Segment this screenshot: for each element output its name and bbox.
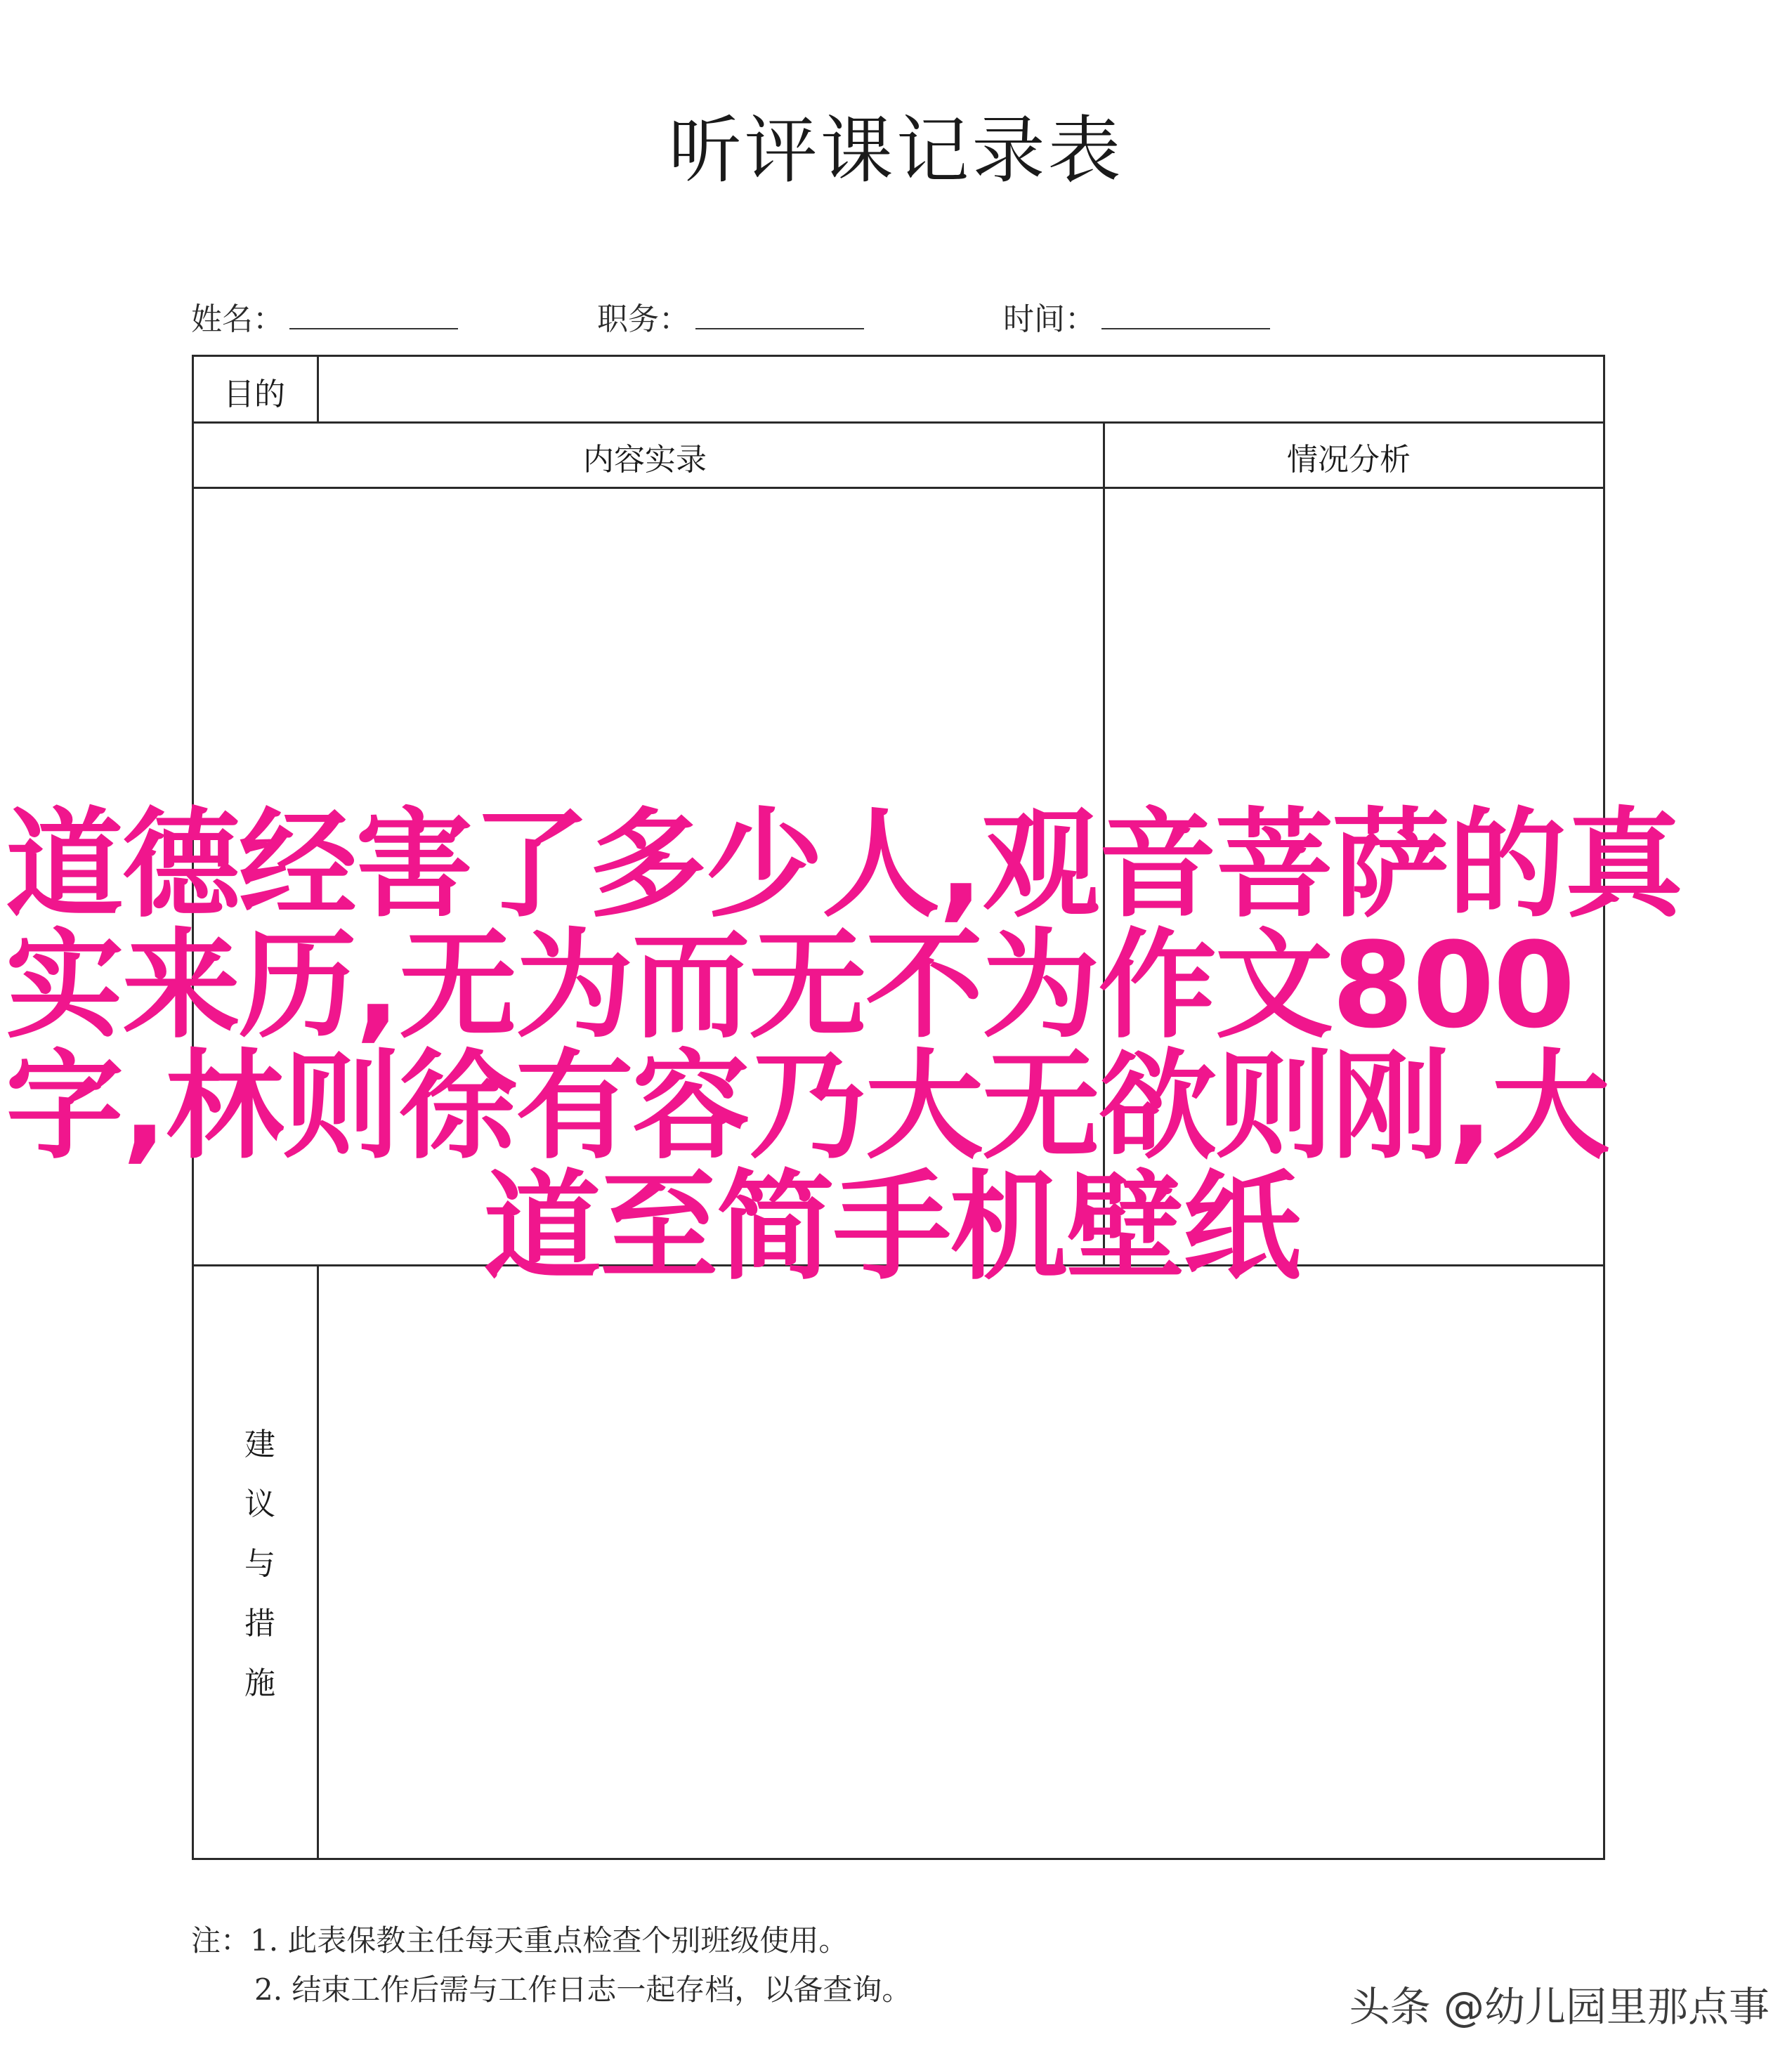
purpose-label: 目的: [223, 376, 285, 412]
note-line-1: 注：1. 此表保教主任每天重点检查个别班级使用。: [191, 1923, 849, 1958]
analysis-header: 情况分析: [1287, 442, 1411, 478]
suggestion-char: 议: [244, 1486, 275, 1522]
overlay-line: 道德经害了多少人,观音菩萨的真: [6, 796, 1682, 934]
position-field: [597, 294, 864, 339]
table-border-bottom: [192, 1858, 1605, 1860]
table-divider: [317, 355, 319, 424]
overlay-line: 字,林则徐有容乃大无欲则刚,大: [6, 1037, 1609, 1175]
suggestion-char: 建: [244, 1427, 275, 1462]
overlay-line: 实来历,无为而无不为作文800: [6, 917, 1574, 1054]
name-label: 姓名：: [191, 301, 284, 337]
time-field: [1003, 294, 1270, 339]
overlay-headline: [6, 796, 1790, 1296]
watermark: 头条 @幼儿园里那点事: [1349, 1983, 1770, 2031]
table-border-top: [192, 355, 1605, 357]
suggestion-char: 施: [244, 1665, 275, 1701]
position-label: 职务：: [597, 301, 690, 337]
name-blank: [289, 303, 458, 329]
table-divider: [192, 487, 1605, 489]
position-blank: [695, 303, 864, 329]
time-label: 时间：: [1003, 301, 1096, 337]
table-divider: [192, 421, 1605, 424]
name-field: [191, 294, 458, 339]
time-blank: [1101, 303, 1270, 329]
suggestion-char: 措: [244, 1606, 275, 1642]
content-header: 内容实录: [583, 442, 707, 478]
suggestion-char: 与: [244, 1546, 275, 1582]
table-divider: [317, 1264, 319, 1860]
page-title: 听评课记录表: [668, 107, 1124, 193]
overlay-line: 道至简手机壁纸: [483, 1158, 1300, 1296]
note-line-2: 2. 结束工作后需与工作日志一起存档，以备查询。: [254, 1972, 912, 2007]
